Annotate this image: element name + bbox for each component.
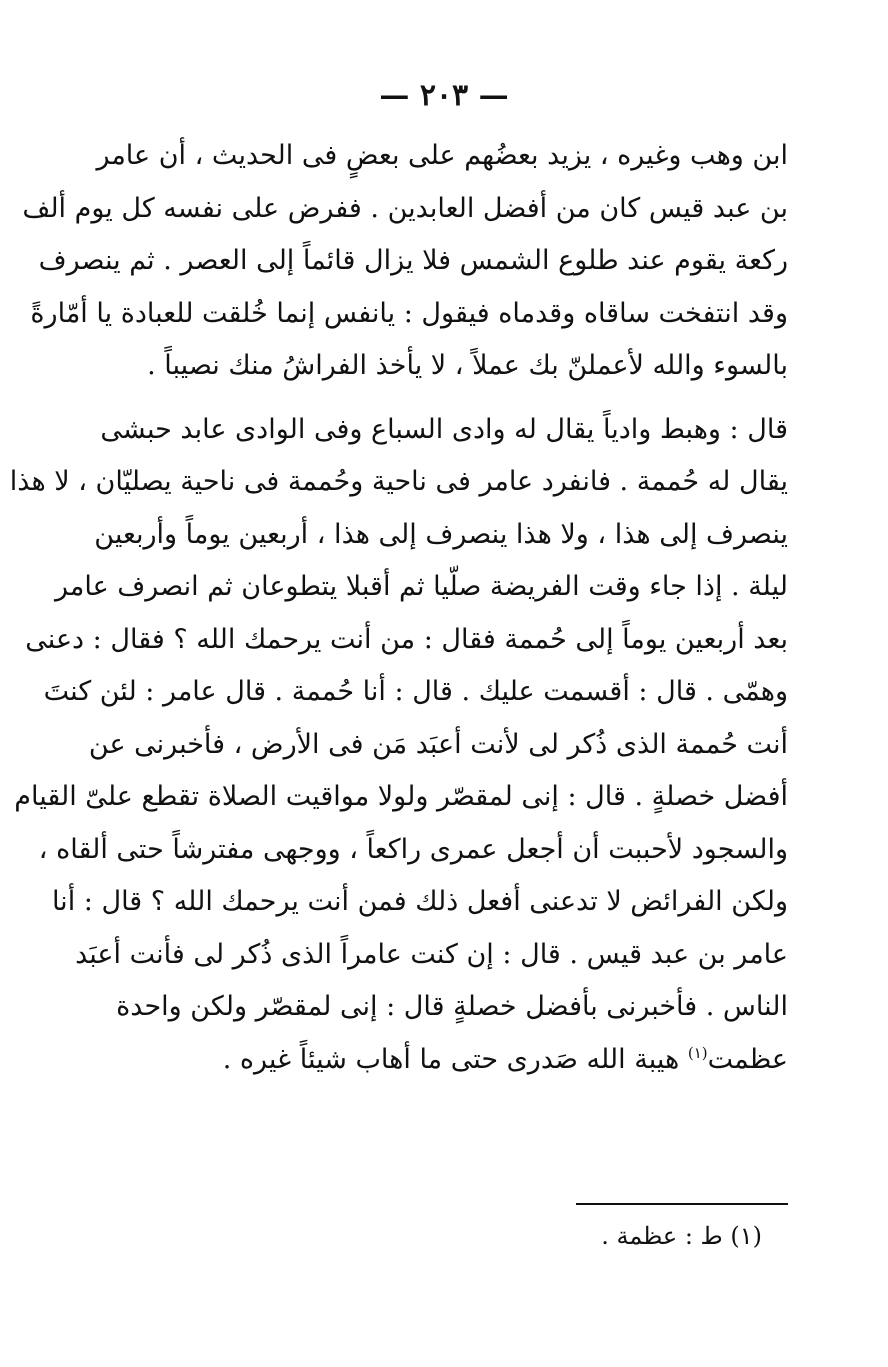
text-line: بالسوء والله لأعملنّ بك عملاً ، لا يأخذ الفراشُ منك نصيباً . xyxy=(147,350,788,381)
text-line: والسجود لأحببت أن أجعل عمرى راكعاً ، ووجهى مفترشاً حتى ألقاه ، xyxy=(38,833,788,865)
text-line: بن عبد قيس كان من أفضل العابدين . ففرض على نفسه كل يوم ألف xyxy=(22,192,788,224)
page-number: — ٢٠٣ — xyxy=(379,78,509,113)
text-line: ليلة . إذا جاء وقت الفريضة صلّيا ثم أقبلا يتطوعان ثم انصرف عامر xyxy=(55,571,788,602)
footnote-marker[interactable]: (١) xyxy=(687,1043,708,1062)
footnote: (١) ط : عظمة . xyxy=(601,1222,762,1250)
footnote-divider xyxy=(576,1203,788,1205)
closing-text: هيبة الله صَدرى حتى ما أهاب شيئاً غيره . xyxy=(222,1043,688,1075)
main-text xyxy=(9,130,788,1086)
text-line: الناس . فأخبرنى بأفضل خصلةٍ قال : إنى لمقصّر ولكن واحدة xyxy=(116,991,788,1022)
text-line: وهمّى . قال : أقسمت عليك . قال : أنا حُممة . قال عامر : لئن كنتَ xyxy=(43,676,788,707)
note-anchor-word: عظمت xyxy=(707,1043,788,1075)
text-line: وقد انتفخت ساقاه وقدماه فيقول : يانفس إنما خُلقت للعبادة يا أمّارةً xyxy=(30,297,788,329)
text-line-with-note xyxy=(128,1034,788,1087)
text-line: أفضل خصلةٍ . قال : إنى لمقصّر ولولا مواقيت الصلاة تقطع علىّ القيام xyxy=(14,781,788,812)
text-line: ينصرف إلى هذا ، ولا هذا ينصرف إلى هذا ، أربعين يوماً وأربعين xyxy=(94,518,788,550)
paragraph-gap xyxy=(128,393,788,404)
text-line: بعد أربعين يوماً إلى حُممة فقال : من أنت يرحمك الله ؟ فقال : دعنى xyxy=(25,623,788,655)
text-line: أنت حُممة الذى ذُكر لى لأنت أعبَد مَن فى الأرض ، فأخبرنى عن xyxy=(88,728,788,760)
text-line: عامر بن عبد قيس . قال : إن كنت عامراً الذى ذُكر لى فأنت أعبَد xyxy=(75,938,788,970)
text-line: ركعة يقوم عند طلوع الشمس فلا يزال قائماً إلى العصر . ثم ينصرف xyxy=(38,245,788,276)
text-line: ولكن الفرائض لا تدعنى أفعل ذلك فمن أنت يرحمك الله ؟ قال : أنا xyxy=(51,886,788,917)
text-line: قال : وهبط وادياً يقال له وادى السباع وفى الوادى عابد حبشى xyxy=(100,413,788,445)
text-line: يقال له حُممة . فانفرد عامر فى ناحية وحُممة فى ناحية يصليّان ، لا هذا xyxy=(9,466,788,497)
text-line: ابن وهب وغيره ، يزيد بعضُهم على بعضٍ فى الحديث ، أن عامر xyxy=(96,140,788,171)
